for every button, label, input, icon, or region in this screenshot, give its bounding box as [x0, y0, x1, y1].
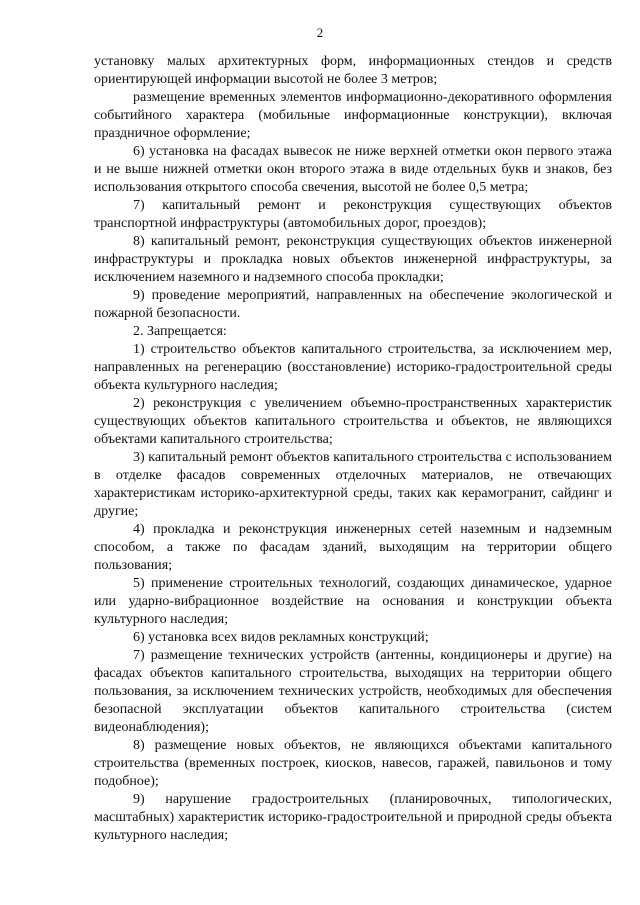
paragraph: 5) применение строительных технологий, создающих динамическое, ударное или ударно-вибрационное воздействие на основания и конструкции объекта культурного наследия;	[94, 576, 612, 627]
paragraph: 2) реконструкция с увеличением объемно-пространственных характеристик существующих объектов капитального строительства и объектов, не являющихся объектами капитального строительства;	[94, 396, 612, 447]
paragraph: 3) капитальный ремонт объектов капитального строительства с использованием в отделке фасадов современных отделочных материалов, не отвечающих характеристикам историко-архитектурной среды, таких как керамогранит, сайдинг и другие;	[94, 450, 612, 519]
paragraph: установку малых архитектурных форм, информационных стендов и средств ориентирующей информации высотой не более 3 метров;	[94, 54, 612, 87]
paragraph: 9) проведение мероприятий, направленных на обеспечение экологической и пожарной безопасности.	[94, 288, 612, 321]
paragraph: 6) установка на фасадах вывесок не ниже верхней отметки окон первого этажа и не выше нижней отметки окон второго этажа в виде отдельных букв и знаков, без использования открытого способа свечения, высотой не более 0,5 метра;	[94, 144, 612, 195]
paragraph: 6) установка всех видов рекламных конструкций;	[133, 630, 429, 645]
paragraph: 7) капитальный ремонт и реконструкция существующих объектов транспортной инфраструктуры (автомобильных дорог, проездов);	[94, 198, 612, 231]
paragraph: 1) строительство объектов капитального строительства, за исключением мер, направленных на регенерацию (восстановление) историко-градостроительной среды объекта культурного наследия;	[94, 342, 612, 393]
page-number: 2	[316, 25, 324, 40]
paragraph: 7) размещение технических устройств (антенны, кондиционеры и другие) на фасадах объектов капитального строительства, выходящих на территории общего пользования, за исключением технических устройств, необходимых для обеспечения безопасной эксплуатации объектов капитального строительства (систем видеонаблюдения);	[94, 648, 612, 735]
paragraph: 8) размещение новых объектов, не являющихся объектами капитального строительства (временных построек, киосков, навесов, гаражей, павильонов и тому подобное);	[94, 738, 612, 789]
paragraph: 4) прокладка и реконструкция инженерных сетей наземным и надземным способом, а также по фасадам зданий, выходящим на территории общего пользования;	[94, 522, 612, 573]
paragraph: 8) капитальный ремонт, реконструкция существующих объектов инженерной инфраструктуры и прокладка новых объектов инженерной инфраструктуры, за исключением наземного и надземного способа прокладки;	[94, 234, 612, 285]
document-body	[94, 53, 612, 845]
paragraph: размещение временных элементов информационно-декоративного оформления событийного характера (мобильные информационные конструкции), включая праздничное оформление;	[94, 90, 612, 141]
section-heading: 2. Запрещается:	[133, 324, 227, 339]
paragraph: 9) нарушение градостроительных (планировочных, типологических, масштабных) характеристик историко-градостроительной и природной среды объекта культурного наследия;	[94, 792, 612, 843]
